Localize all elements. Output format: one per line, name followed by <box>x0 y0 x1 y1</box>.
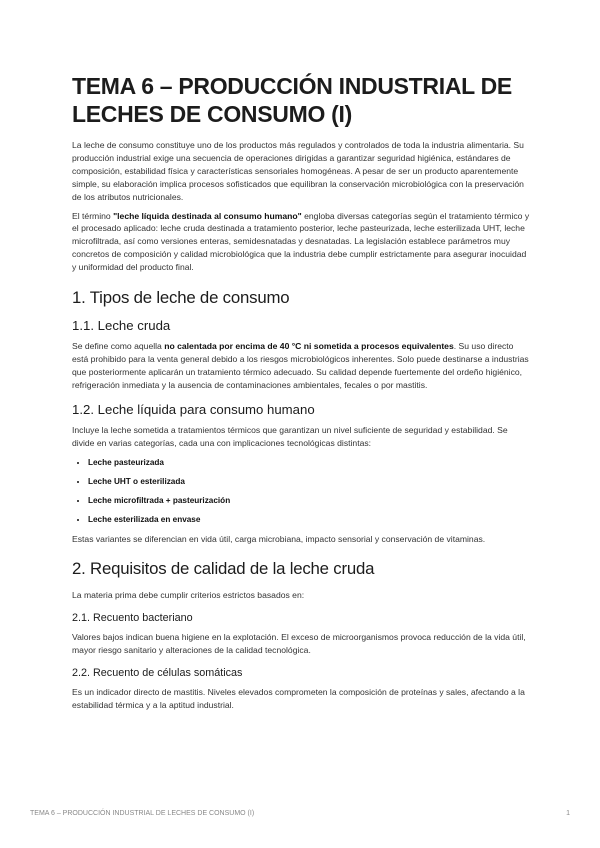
section-1-2-outro: Estas variantes se diferencian en vida útil, carga microbiana, impacto sensorial y conservación de vitaminas. <box>72 533 486 544</box>
intro-p2-post: engloba diversas categorías según el tratamiento térmico y el procesado aplicado: leche cruda destinada a tratamiento posterior, leche pasteurizada, leche esterilizada UHT, leche microfiltrada, así como versiones enteras, semidesnatadas y desnatadas. La legislación establece parámetros muy concretos de composición y calidad microbiológica que la industria debe cumplir estrictamente para asegurar inocuidad y uniformidad del producto final. <box>72 210 530 273</box>
section-1-1-heading: 1.1. Leche cruda <box>72 318 171 334</box>
intro-paragraph-2 <box>72 210 532 275</box>
section-2-heading: 2. Requisitos de calidad de la leche cruda <box>72 559 375 579</box>
s11-pre: Se define como aquella <box>72 341 165 352</box>
list-item: • Leche UHT o esterilizada <box>88 476 532 488</box>
section-1-1-paragraph <box>72 340 532 392</box>
page-content <box>72 72 532 712</box>
section-1-2-heading: 1.2. Leche líquida para consumo humano <box>72 401 315 417</box>
list-item: • Leche microfiltrada + pasteurización <box>88 495 532 507</box>
intro-p2-bold: "leche líquida destinada al consumo humano" <box>113 210 302 221</box>
footer-title: TEMA 6 – PRODUCCIÓN INDUSTRIAL DE LECHES DE CONSUMO (I) <box>30 810 255 817</box>
section-2-2-paragraph: Es un indicador directo de mastitis. Niveles elevados comprometen la composición de proteínas y sales, afectando a la estabilidad térmica y a la aptitud industrial. <box>72 687 525 711</box>
milk-types-list <box>72 457 532 526</box>
intro-paragraph-1: La leche de consumo constituye uno de los productos más regulados y controlados de toda la industria alimentaria. Su producción industrial exige una secuencia de operaciones dirigidas a garantizar seguridad higiénica, estándares de composición, estabilidad física y características sensoriales homogéneas. A pesar de ser un producto aparentemente simple, su elaboración implica procesos sofisticados que equilibran la conservación microbiológica con la preservación de los atributos nutricionales. <box>72 140 524 202</box>
list-item: • Leche pasteurizada <box>88 457 532 469</box>
intro-p2-pre: El término <box>72 210 114 221</box>
s11-post: . Su uso directo está prohibido para la venta general debido a los riesgos microbiológicos inherentes. Solo puede destinarse a industrias que posteriormente aplicarán un tratamiento térmico adecuado. Su calidad depende fuertemente del ordeño higiénico, refrigeración inmediata y la ausencia de contaminaciones ambientales, fecales o por mastitis. <box>72 341 529 390</box>
list-item: • Leche esterilizada en envase <box>88 514 532 526</box>
section-2-2-heading: 2.2. Recuento de células somáticas <box>72 667 243 680</box>
section-2-intro: La materia prima debe cumplir criterios estrictos basados en: <box>72 590 305 601</box>
section-1-heading: 1. Tipos de leche de consumo <box>72 288 290 308</box>
page-number: 1 <box>566 810 570 817</box>
s11-bold: no calentada por encima de 40 °C ni sometida a procesos equivalentes <box>164 341 454 352</box>
section-2-1-paragraph: Valores bajos indican buena higiene en la explotación. El exceso de microorganismos provoca reducción de la vida útil, mayor riesgo sanitario y alteraciones de la calidad tecnológica. <box>72 632 526 656</box>
section-2-1-heading: 2.1. Recuento bacteriano <box>72 612 193 625</box>
page-footer <box>30 810 570 817</box>
document-title: TEMA 6 – PRODUCCIÓN INDUSTRIAL DE LECHES DE CONSUMO (I) <box>72 73 512 127</box>
section-1-2-intro: Incluye la leche sometida a tratamientos térmicos que garantizan un nivel suficiente de seguridad y estabilidad. Se divide en varias categorías, cada una con implicaciones tecnológicas distintas: <box>72 424 508 448</box>
